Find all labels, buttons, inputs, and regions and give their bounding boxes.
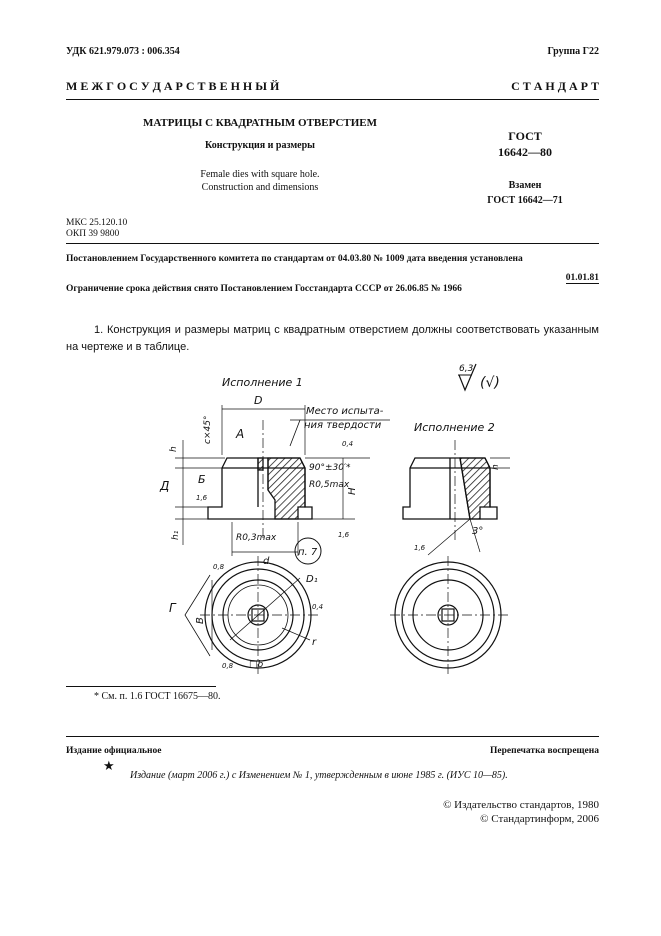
variant-1-plan-view xyxy=(185,556,318,675)
group-code: Группа Г22 xyxy=(547,46,599,57)
label-D: D xyxy=(254,394,263,407)
label-3deg: 3° xyxy=(472,526,484,537)
label-variant-1: Исполнение 1 xyxy=(222,376,303,389)
roughness-symbol-main xyxy=(458,364,500,391)
copyright-1980: © Издательство стандартов, 1980 xyxy=(443,799,599,811)
label-r: r xyxy=(312,637,317,648)
label-variant-2: Исполнение 2 xyxy=(414,421,495,434)
label-chamfer: c×45° xyxy=(203,415,213,444)
label-h1: h₁ xyxy=(171,530,181,540)
banner-word-standard: С Т А Н Д А Р Т xyxy=(511,79,599,93)
copyright-2006: © Стандартинформ, 2006 xyxy=(480,813,599,825)
udk-code: УДК 621.979.073 : 006.354 xyxy=(66,46,180,57)
banner-word-interstate: М Е Ж Г О С У Д А Р С Т В Е Н Н Ы Й xyxy=(66,79,280,93)
svg-text:6,3: 6,3 xyxy=(459,364,474,374)
english-title-line1: Female dies with square hole. xyxy=(200,169,320,180)
footnote: * См. п. 1.6 ГОСТ 16675—80. xyxy=(94,691,221,702)
official-edition-label: Издание официальное xyxy=(66,746,162,756)
replaces-number: ГОСТ 16642—71 xyxy=(487,195,563,206)
footnote-rule xyxy=(66,686,216,687)
label-Bw: B xyxy=(195,617,206,624)
okp-code: ОКП 39 9800 xyxy=(66,229,120,239)
english-title-line2: Construction and dimensions xyxy=(201,182,319,193)
label-p7: п. 7 xyxy=(298,547,318,558)
label-R03: R0,3max xyxy=(236,533,277,543)
document-title: МАТРИЦЫ С КВАДРАТНЫМ ОТВЕРСТИЕМ xyxy=(143,117,377,129)
label-test-place-line1: Место испыта- xyxy=(306,406,384,417)
rough-16-var2: 1,6 xyxy=(414,544,426,552)
document-subtitle: Конструкция и размеры xyxy=(205,140,315,151)
label-h: h xyxy=(169,446,179,452)
variant-2-plan-view xyxy=(390,556,508,675)
label-H: H xyxy=(347,487,358,495)
footer-rule xyxy=(66,736,599,737)
introduction-date: 01.01.81 xyxy=(565,273,599,283)
variant-2-section-view xyxy=(403,440,510,555)
copyright-block xyxy=(443,798,599,826)
label-D-cyr: Д xyxy=(160,479,170,493)
label-d: d xyxy=(263,556,270,567)
rough-16-bottom: 1,6 xyxy=(338,531,350,539)
decree-text: Постановлением Государственного комитета по стандартам от 04.03.80 № 1009 дата введения установлена xyxy=(66,254,523,264)
clause-1-paragraph: 1. Конструкция и размеры матриц с квадратным отверстием должны соответствовать указанным на чертеже и в таблице. xyxy=(66,324,599,353)
rough-16-left: 1,6 xyxy=(196,494,208,502)
mks-code: МКС 25.120.10 xyxy=(66,218,128,228)
label-A: А xyxy=(236,427,245,441)
label-angle: 90°±30′* xyxy=(309,463,351,473)
replaces-label: Взамен xyxy=(508,180,542,191)
label-b: □b xyxy=(249,660,264,670)
rough-04-top: 0,4 xyxy=(342,440,354,448)
label-h-var2: h xyxy=(491,464,501,470)
gost-number: 16642—80 xyxy=(498,145,552,159)
limit-removal-text: Ограничение срока действия снято Постановлением Госстандарта СССР от 26.06.85 № 1966 xyxy=(66,284,462,294)
label-test-place-line2: ния твердости xyxy=(304,420,382,431)
star-icon: ★ xyxy=(103,758,115,773)
label-G: Г xyxy=(169,601,176,615)
label-D1: D₁ xyxy=(306,574,318,585)
rough-08-bottom: 0,8 xyxy=(222,662,234,670)
gost-label: ГОСТ xyxy=(508,129,542,143)
roughness-rest-label: (√) xyxy=(480,375,500,391)
rough-04-plan: 0,4 xyxy=(312,603,324,611)
edition-note: Издание (март 2006 г.) с Изменением № 1, утвержденным в июне 1985 г. (ИУС 10—85). xyxy=(130,770,508,781)
label-R05: R0,5max xyxy=(309,480,350,490)
reprint-prohibited-label: Перепечатка воспрещена xyxy=(489,746,599,756)
label-B-cyr: Б xyxy=(198,473,206,486)
rough-08-top: 0,8 xyxy=(213,563,225,571)
